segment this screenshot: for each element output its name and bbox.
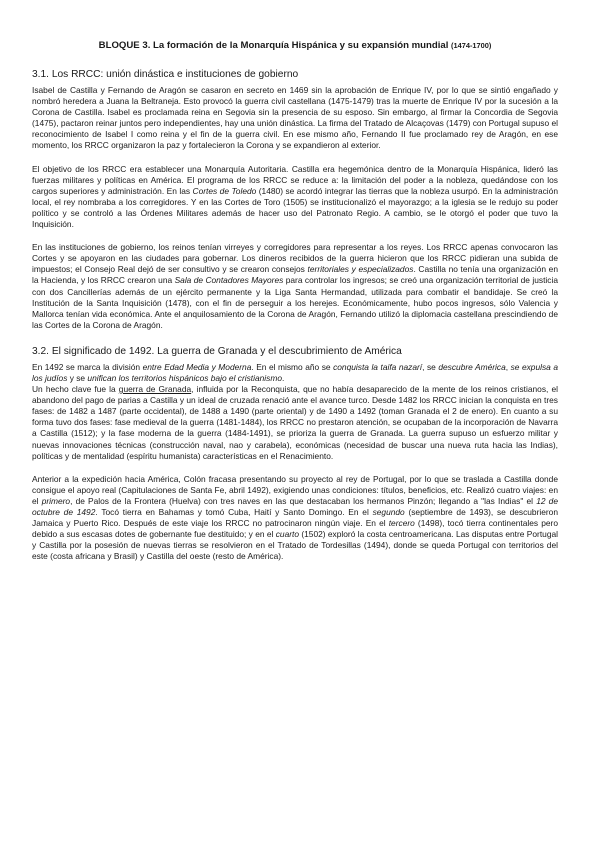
- title-dates: (1474-1700): [451, 41, 492, 50]
- guerra-granada-underlined: guerra de Granada: [118, 384, 192, 395]
- title-main: BLOQUE 3. La formación de la Monarquía Hispánica y su expansión mundial: [98, 40, 449, 51]
- paragraph-rrcc-union: Isabel de Castilla y Fernando de Aragón se casaron en secreto en 1469 sin la aprobación de Enrique IV, por lo que se sintió engañado y nombró heredera a Juana la Beltraneja. Esto provocó la guerra civil castellana (1475-1479) tras la muerte de Enrique IV por la sucesión a la Corona de Castilla. Isabel es proclamada reina en Segovia sin la presencia de su esposo. Sin embargo, al firmar la Concordia de Segovia (1475), pactaron reinar juntos pero independientes, hay una unión dinástica. La firma del Tratado de Alcaçovas (1479) con Portugal supuso el reconocimiento de Isabel I como reina y el fin de la guerra civil. En ese mismo año, Fernando II fue proclamado rey de Aragón, en ese momento, los RRCC organizaron la paz y fortalecieron la Corona y se expandieron al exterior.: [32, 85, 558, 151]
- paragraph-guerra-granada: Un hecho clave fue la guerra de Granada, influida por la Reconquista, que no había desaparecido de la mente de los reinos cristianos, el abandono del pago de parias a Castilla y un ideal de cruzada renació ante el avance turco. Desde 1482 los RRCC inician la conquista en tres fases: de 1482 a 1487 (parte occidental), de 1488 a 1490 (parte oriental) y de 1490 a 1492 (toman Granada el 2 de enero). En cuanto a su forma tuvo dos fases: fase medieval de la guerra (1481-1484), los RRCC no prestaron atención, se ocupaban de la incorporación de Navarra a Castilla (1512); y la fase moderna de la guerra (1484-1491), se prioriza la guerra de Granada. La guerra supuso un esfuerzo militar y nuevas innovaciones técnicas (construcción naval, nao y carabela), económicas (necesidad de buscar una nueva ruta hacia las Indias), políticas y de mentalidad (espíritu humanista) características en el Renacimiento.: [32, 384, 558, 461]
- document-page: [32, 40, 558, 574]
- paragraph-monarquia-autoritaria: El objetivo de los RRCC era establecer una Monarquía Autoritaria. Castilla era hegemónica dentro de la Monarquía Hispánica, lideró las fuerzas militares y políticas en América. El programa de los RRCC se reduce a: la limitación del poder a la nobleza, quedándose con los cargos superiores y administración. En las Cortes de Toledo (1480) se acordó integrar las tierras que la nobleza usurpó. En la administración local, el rey nombraba a los corregidores. Y en las Cortes de Toro (1505) se institucionalizó el mayorazgo; a la iglesia se le redujo su poder político y se controló a las Órdenes Militares además de hacer uso del Patronato Regio. A cambio, se le otorgó el poder que tuvo la Inquisición.: [32, 163, 558, 230]
- paragraph-1492-division: En 1492 se marca la división entre Edad Media y Moderna. En el mismo año se conquista la taifa nazarí, se descubre América, se expulsa a los judíos y se unifican los territorios hispánicos bajo el cristianismo.: [32, 361, 559, 383]
- section-heading-3-1: 3.1. Los RRCC: unión dinástica e instituciones de gobierno: [32, 69, 299, 80]
- section-heading-3-2: 3.2. El significado de 1492. La guerra de Granada y el descubrimiento de América: [32, 345, 402, 357]
- document-title: [32, 40, 558, 52]
- paragraph-colon-viajes: Anterior a la expedición hacia América, Colón fracasa presentando su proyecto al rey de Portugal, por lo que se traslada a Castilla donde consigue el apoyo real (Capitulaciones de Santa Fe, abril 1492), exigiendo unas condiciones: títulos, beneficios, etc. Realizó cuatro viajes: en el primero, de Palos de la Frontera (Huelva) con tres naves en las que destacaban los hermanos Pinzón; llegando a "las Indias" el 12 de octubre de 1492. Tocó tierra en Bahamas y tomó Cuba, Haití y Santo Domingo. En el segundo (septiembre de 1493), se descubrieron Jamaica y Puerto Rico. Después de este viaje los RRCC no patrocinaron ningún viaje. En el tercero (1498), tocó tierra continentales pero debido a sus escasas dotes de gobernante fue destituido; y en el cuarto (1502) exploró la costa centroamericana. Las disputas entre Portugal y Castilla por la posesión de nuevas tierras se resolvieron en el Tratado de Tordesillas (1494), donde se queda Portugal con territorios del este (costa africana y Brasil) y Castilla del oeste (resto de América).: [32, 473, 558, 562]
- paragraph-instituciones-gobierno: En las instituciones de gobierno, los reinos tenían virreyes y corregidores para representar a los reyes. Los RRCC apenas convocaron las Cortes y se apoyaron en las ciudades para gobernar. Los dineros recibidos de la guerra hicieron que los RRCC pidieran una subida de impuestos; el Consejo Real dejó de ser consultivo y se crearon consejos territoriales y especializados. Castilla no tenía una organización en la Hacienda, y los RRCC crearon una Sala de Contadores Mayores para controlar los ingresos; se creó una organización territorial de justicia con dos Cancillerías además de un ejército permanente y la Liga Santa Hermandad, utilizada para combatir el bandidaje. Se creó la Institución de la Santa Inquisición (1478), con el fin de perseguir a los herejes. Económicamente, hubo pocos ingresos, sólo Valencia y Mallorca tenían vida económica. Ante el anquilosamiento de la Corona de Aragón, Fernando utilizó la diplomacia castellana prescindiendo de las Cortes de la Corona de Aragón.: [32, 242, 558, 330]
